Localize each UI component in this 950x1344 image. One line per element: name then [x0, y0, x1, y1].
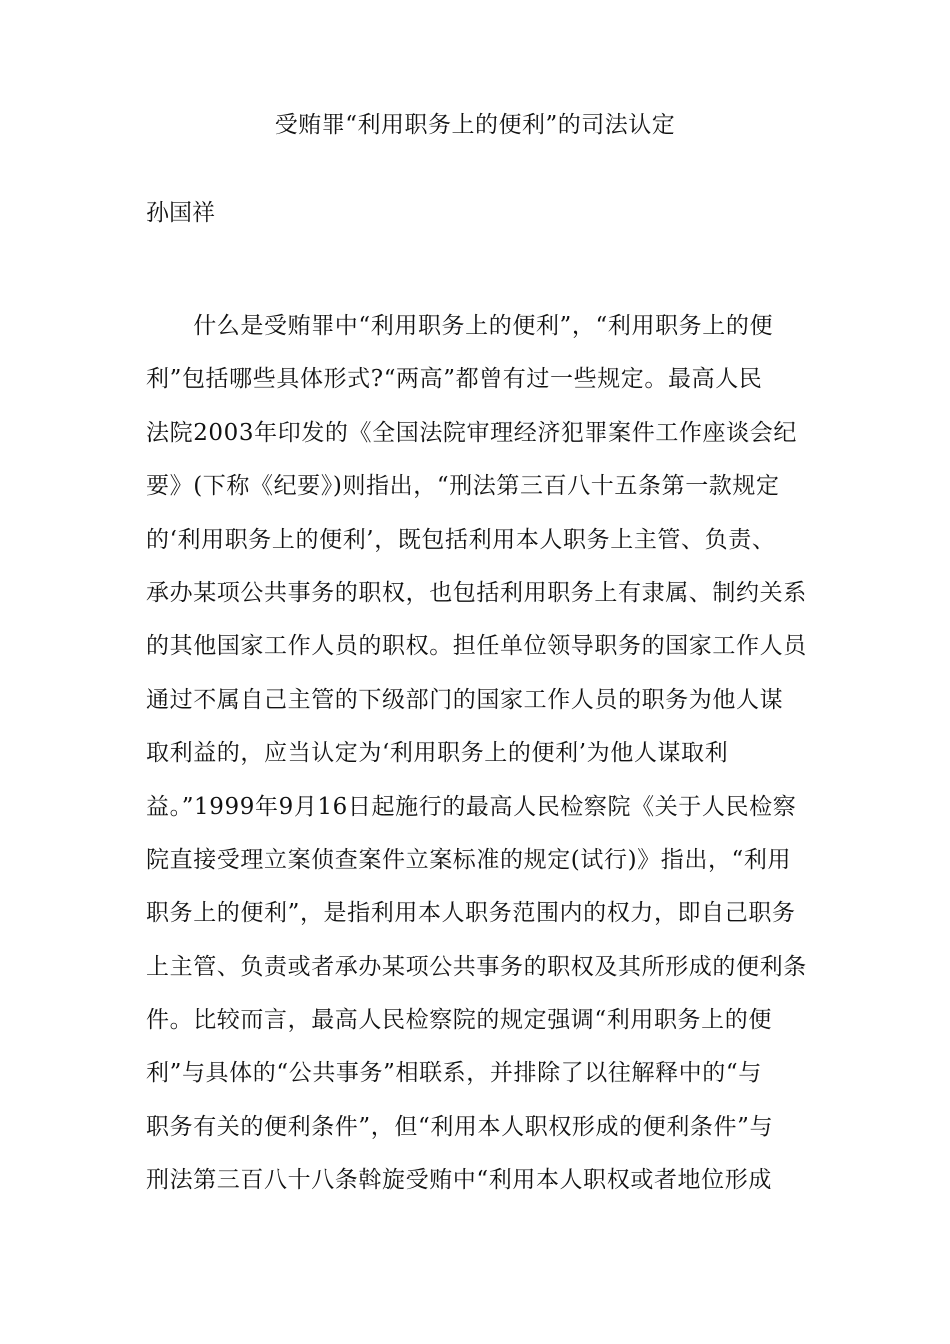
- body-line: 取利益的，应当认定为‘利用职务上的便利’为他人谋取利: [146, 740, 729, 767]
- body-line: 利”包括哪些具体形式?“两高”都曾有过一些规定。最高人民: [146, 366, 763, 393]
- document-author: 孙国祥: [146, 200, 215, 226]
- body-line: 益。”1999年9月16日起施行的最高人民检察院《关于人民检察: [146, 793, 797, 820]
- body-line: 上主管、负责或者承办某项公共事务的职权及其所形成的便利条: [146, 953, 807, 980]
- body-line: 要》(下称《纪要》)则指出，“刑法第三百八十五条第一款规定: [146, 473, 780, 500]
- body-line: 职务有关的便利条件”，但“利用本人职权形成的便利条件”与: [146, 1113, 774, 1140]
- body-line: 通过不属自己主管的下级部门的国家工作人员的职务为他人谋: [146, 686, 784, 713]
- body-line: 件。比较而言，最高人民检察院的规定强调“利用职务上的便: [146, 1007, 772, 1034]
- body-line: 法院2003年印发的《全国法院审理经济犯罪案件工作座谈会纪: [146, 419, 797, 446]
- body-line: 职务上的便利”，是指利用本人职务范围内的权力，即自己职务: [146, 900, 796, 927]
- body-line: 刑法第三百八十八条斡旋受贿中“利用本人职权或者地位形成: [146, 1167, 772, 1194]
- body-line: 利”与具体的“公共事务”相联系，并排除了以往解释中的“与: [146, 1060, 762, 1087]
- document-body: [146, 300, 814, 1208]
- body-line: 院直接受理立案侦查案件立案标准的规定(试行)》指出，“利用: [146, 846, 792, 873]
- body-line: 的其他国家工作人员的职权。担任单位领导职务的国家工作人员: [146, 633, 807, 660]
- body-line: 的‘利用职务上的便利’，既包括利用本人职务上主管、负责、: [146, 526, 776, 553]
- body-line: 承办某项公共事务的职权，也包括利用职务上有隶属、制约关系: [146, 579, 807, 606]
- body-line: 什么是受贿罪中“利用职务上的便利”，“利用职务上的便: [146, 313, 774, 339]
- document-title: 受贿罪“利用职务上的便利”的司法认定: [274, 112, 676, 138]
